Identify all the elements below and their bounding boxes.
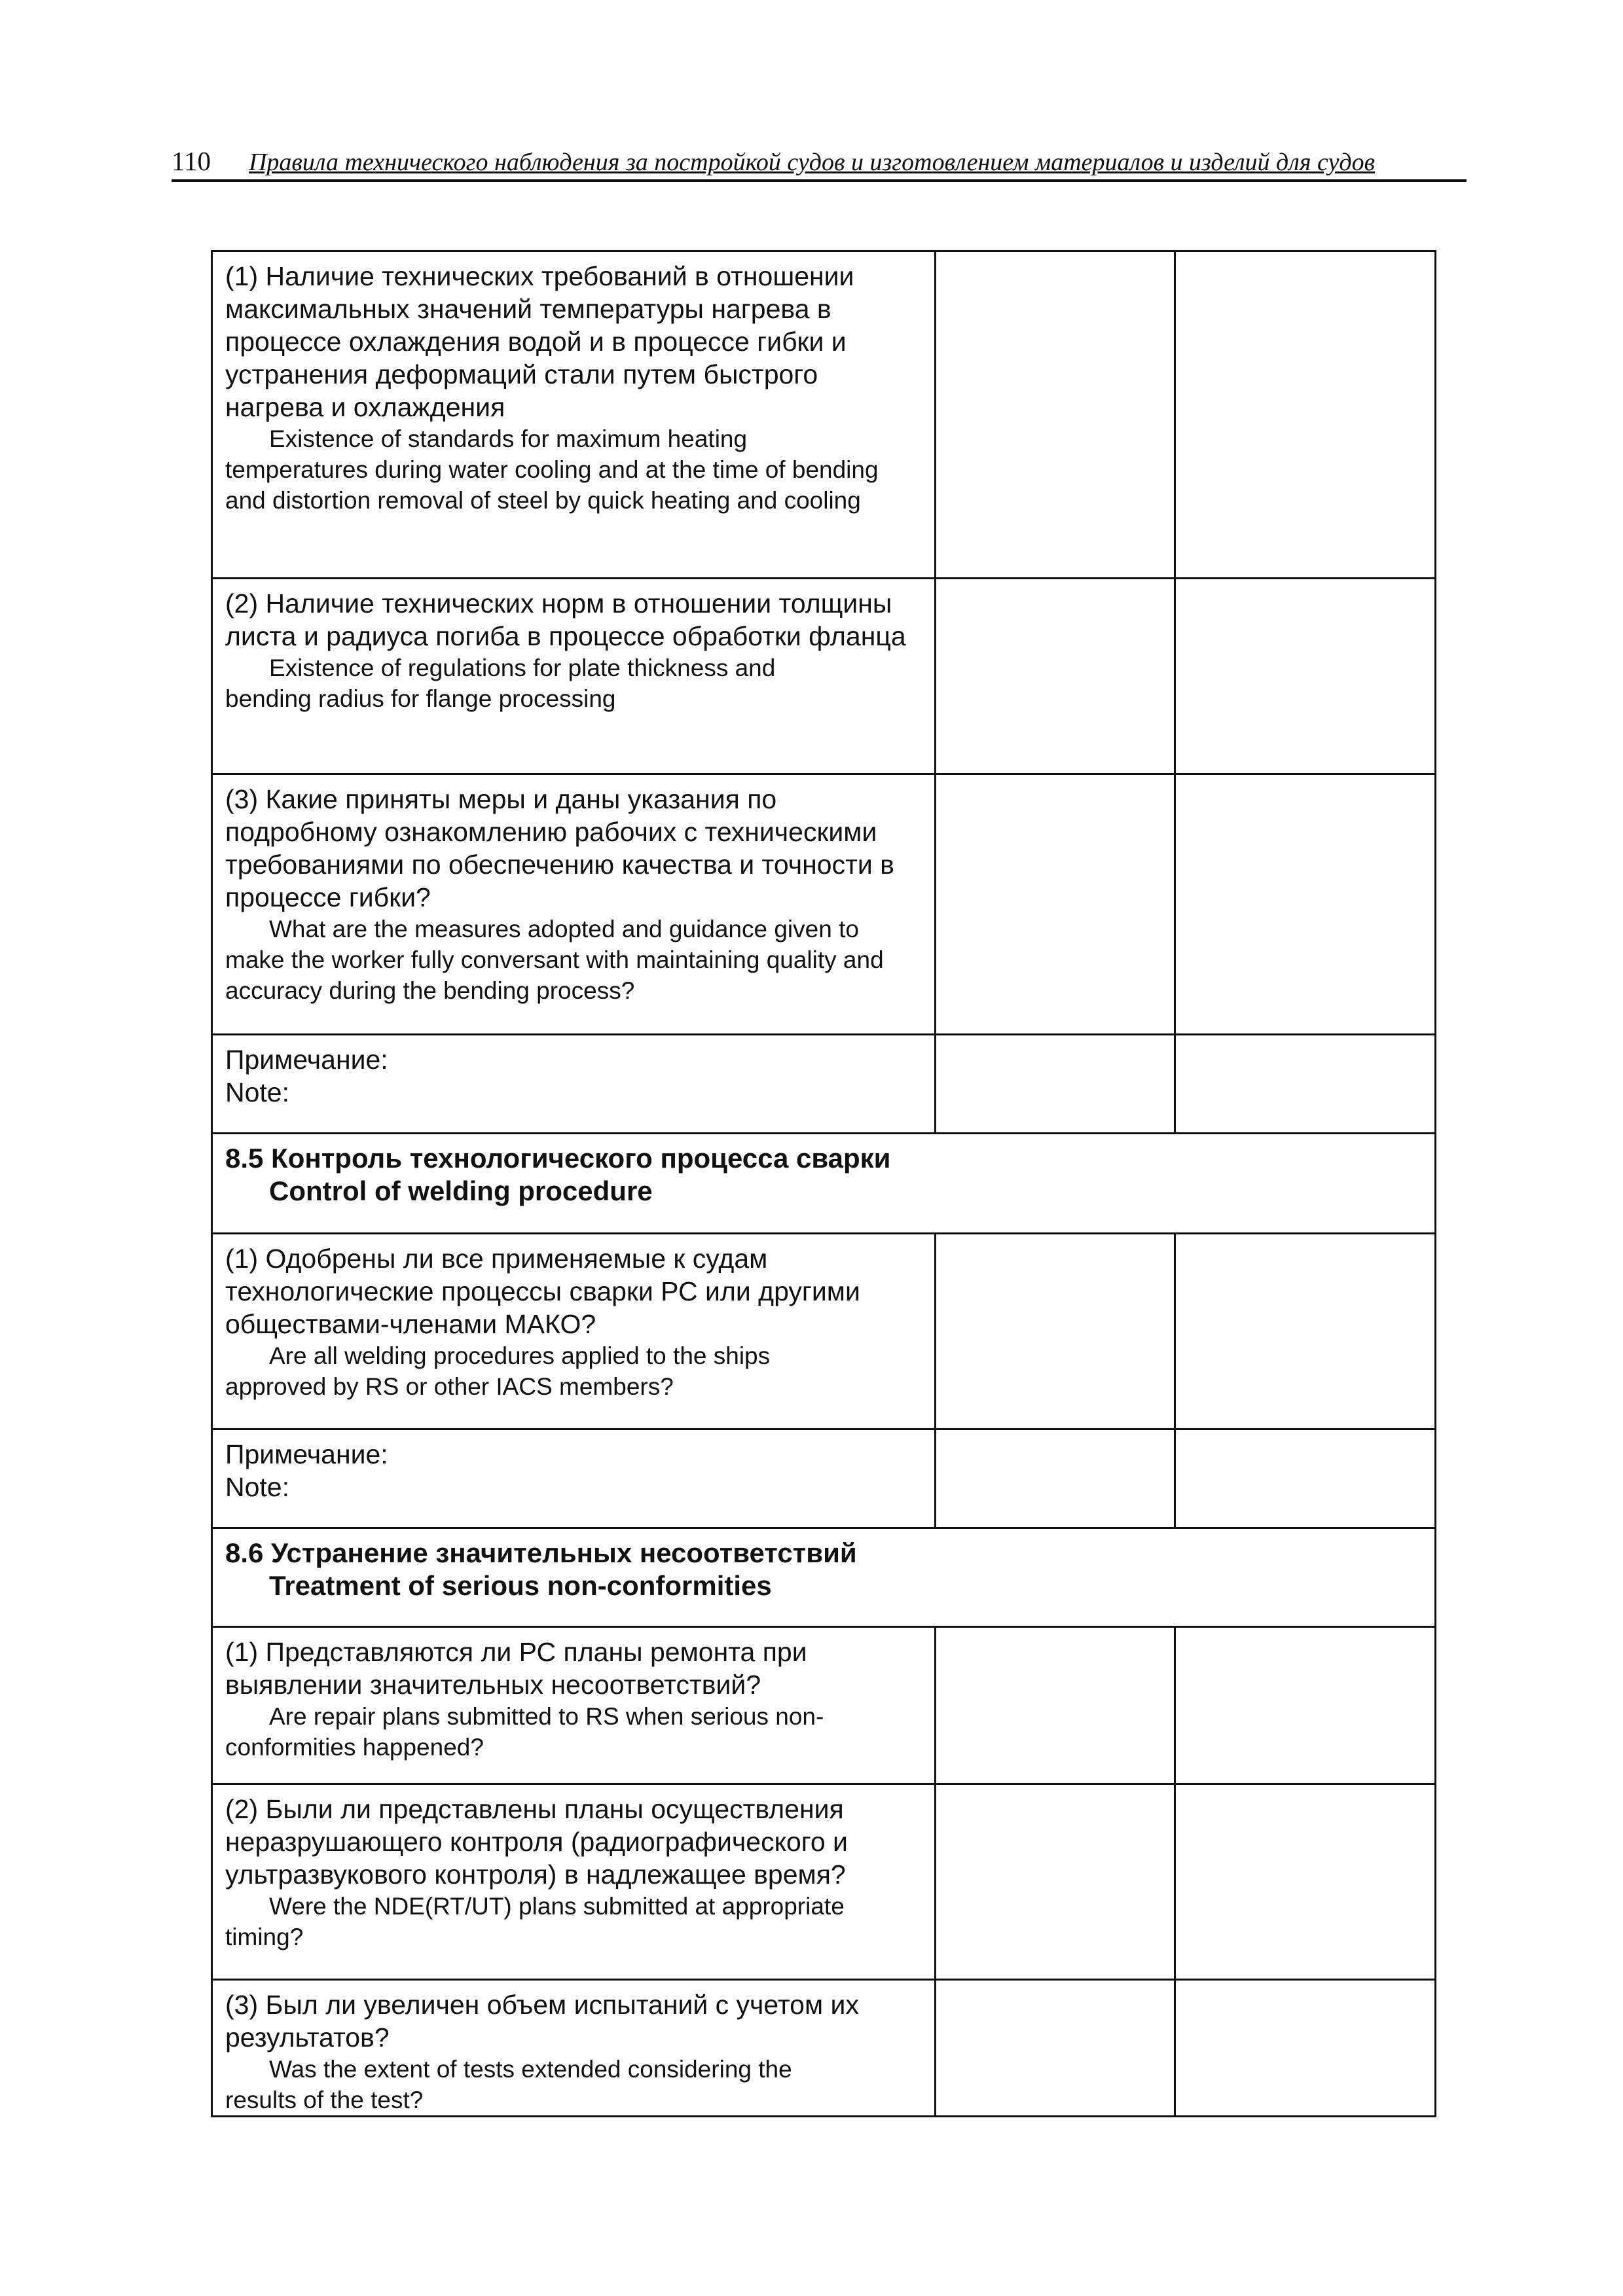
question-en-first-line: Are all welding procedures applied to the ships xyxy=(269,1342,771,1369)
table-row xyxy=(212,251,1436,579)
table-row xyxy=(212,579,1436,774)
answer-cell[interactable] xyxy=(936,774,1175,1035)
comment-cell[interactable] xyxy=(1175,1035,1436,1134)
section-heading-en: Treatment of serious non-conformities xyxy=(269,1570,772,1601)
question-en-rest: temperatures during water cooling and at the time of bending and distortion removal of steel by quick heating and cooling xyxy=(225,456,879,514)
section-heading-ru: 8.6 Устранение значительных несоответствий xyxy=(225,1537,857,1568)
comment-cell[interactable] xyxy=(1175,1784,1436,1980)
question-en-first-line: Were the NDE(RT/UT) plans submitted at appropriate xyxy=(269,1893,845,1920)
section-heading-cell xyxy=(212,1134,1436,1234)
question-cell xyxy=(212,1784,936,1980)
page-number: 110 xyxy=(172,146,211,176)
question-en-first-line: Was the extent of tests extended considering the xyxy=(269,2056,792,2083)
question-en-first-line: Are repair plans submitted to RS when serious non- xyxy=(269,1703,824,1730)
question-ru: (3) Какие приняты меры и даны указания по подробному ознакомлению рабочих с техническими требованиями по обеспечению качества и точности в процессе гибки? xyxy=(225,784,894,912)
table-row xyxy=(212,1784,1436,1980)
question-en-rest: results of the test? xyxy=(225,2087,424,2113)
question-en xyxy=(225,2054,922,2115)
section-row xyxy=(212,1528,1436,1627)
question-cell xyxy=(212,1627,936,1784)
answer-cell[interactable] xyxy=(936,1429,1175,1528)
question-en-rest: conformities happened? xyxy=(225,1734,484,1761)
question-ru: (2) Были ли представлены планы осуществления неразрушающего контроля (радиографического и ультразвукового контроля) в надлежащее время? xyxy=(225,1794,848,1890)
question-en-rest: timing? xyxy=(225,1924,304,1950)
note-label-en: Note: xyxy=(225,1472,289,1502)
table-row xyxy=(212,1980,1436,2117)
comment-cell[interactable] xyxy=(1175,1234,1436,1429)
answer-cell[interactable] xyxy=(936,1627,1175,1784)
table-row xyxy=(212,774,1436,1035)
question-en xyxy=(225,1701,922,1763)
section-heading-ru: 8.5 Контроль технологического процесса сварки xyxy=(225,1143,891,1174)
question-en-first-line: What are the measures adopted and guidance given to xyxy=(269,916,859,942)
answer-cell[interactable] xyxy=(936,1234,1175,1429)
table-row xyxy=(212,1234,1436,1429)
question-en-rest: bending radius for flange processing xyxy=(225,685,616,712)
answer-cell[interactable] xyxy=(936,251,1175,579)
question-ru: (1) Представляются ли РС планы ремонта при выявлении значительных несоответствий? xyxy=(225,1637,807,1700)
running-title: Правила технического наблюдения за постройкой судов и изготовлением материалов и изделий для судов xyxy=(248,149,1376,176)
comment-cell[interactable] xyxy=(1175,1429,1436,1528)
section-heading-cell xyxy=(212,1528,1436,1627)
question-ru: (3) Был ли увеличен объем испытаний с учетом их результатов? xyxy=(225,1990,859,2053)
comment-cell[interactable] xyxy=(1175,1980,1436,2117)
question-ru: (2) Наличие технических норм в отношении толщины листа и радиуса погиба в процессе обработки фланца xyxy=(225,588,906,651)
comment-cell[interactable] xyxy=(1175,1627,1436,1784)
note-label-ru: Примечание: xyxy=(225,1439,388,1469)
question-cell xyxy=(212,1980,936,2117)
question-en xyxy=(225,1340,922,1402)
note-cell xyxy=(212,1429,936,1528)
note-cell xyxy=(212,1035,936,1134)
note-label-en: Note: xyxy=(225,1077,289,1107)
question-en xyxy=(225,914,922,1006)
question-en-first-line: Existence of regulations for plate thickness and xyxy=(269,655,776,681)
table-row xyxy=(212,1429,1436,1528)
section-row xyxy=(212,1134,1436,1234)
question-ru: (1) Одобрены ли все применяемые к судам технологические процессы сварки РС или другими обществами-членами МАКО? xyxy=(225,1244,860,1339)
comment-cell[interactable] xyxy=(1175,251,1436,579)
checklist-table xyxy=(211,250,1436,2117)
running-header xyxy=(172,145,1467,182)
answer-cell[interactable] xyxy=(936,1784,1175,1980)
question-en xyxy=(225,423,922,516)
question-en-first-line: Existence of standards for maximum heating xyxy=(269,425,748,452)
question-cell xyxy=(212,1234,936,1429)
question-en-rest: approved by RS or other IACS members? xyxy=(225,1373,674,1400)
table-row xyxy=(212,1627,1436,1784)
question-cell xyxy=(212,251,936,579)
note-label-ru: Примечание: xyxy=(225,1045,388,1075)
question-en xyxy=(225,1891,922,1952)
question-cell xyxy=(212,579,936,774)
answer-cell[interactable] xyxy=(936,579,1175,774)
comment-cell[interactable] xyxy=(1175,579,1436,774)
answer-cell[interactable] xyxy=(936,1980,1175,2117)
question-en xyxy=(225,653,922,714)
question-ru: (1) Наличие технических требований в отношении максимальных значений температуры нагрева в процессе охлаждения водой и в процессе гибки и устранения деформаций стали путем быстрого нагрева и охлаждения xyxy=(225,261,854,422)
section-heading-en: Control of welding procedure xyxy=(269,1175,653,1206)
answer-cell[interactable] xyxy=(936,1035,1175,1134)
table-row xyxy=(212,1035,1436,1134)
question-cell xyxy=(212,774,936,1035)
question-en-rest: make the worker fully conversant with maintaining quality and accuracy during the bending process? xyxy=(225,946,884,1004)
comment-cell[interactable] xyxy=(1175,774,1436,1035)
